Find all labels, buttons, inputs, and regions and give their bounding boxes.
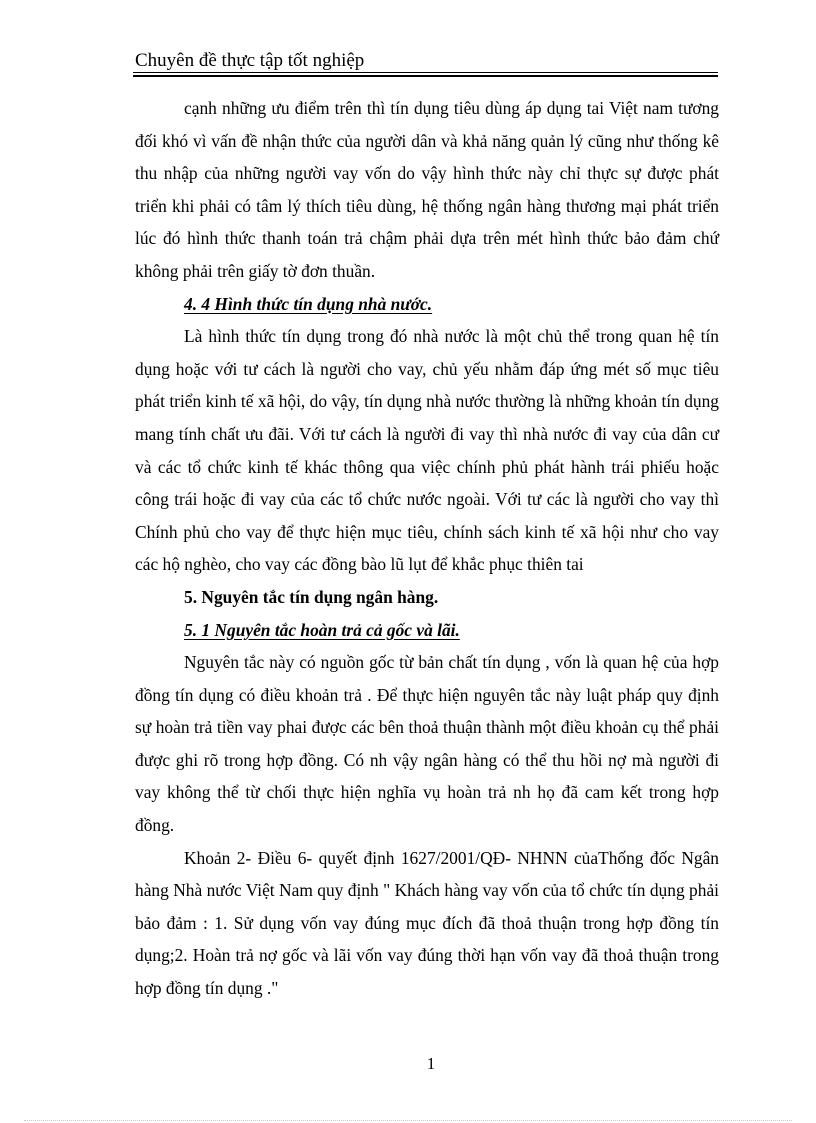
paragraph-state-credit: Là hình thức tín dụng trong đó nhà nước là một chủ thể trong quan hệ tín dụng hoặc với tư cách là người cho vay, chủ yếu nhằm đáp ứng mét số mục tiêu phát triển kinh tế xã hội, do vậy, tín dụng nhà nước thường là những khoản tín dụng mang tính chất ưu đãi. Với tư cách là người đi vay thì nhà nước đi vay của dân cư và các tổ chức kinh tế khác thông qua việc chính phủ phát hành trái phiếu hoặc công trái hoặc đi vay của các tổ chức nước ngoài. Với tư các là người cho vay thì Chính phủ cho vay để thực hiện mục tiêu, chính sách kinh tế xã hội như cho vay các hộ nghèo, cho vay các đồng bào lũ lụt để khắc phục thiên tai <box>135 326 719 575</box>
paragraph-repayment-principle: Nguyên tắc này có nguồn gốc từ bản chất tín dụng , vốn là quan hệ của hợp đồng tín dụng có điều khoản trả . Để thực hiện nguyên tắc này luật pháp quy định sự hoàn trả tiền vay phai được các bên thoả thuận thành một điều khoản cụ thể phải được ghi rõ trong hợp đồng. Có nh vậy ngân hàng có thể thu hồi nợ mà người đi vay không thể từ chối thực hiện nghĩa vụ hoàn trả nh họ đã cam kết trong hợp đồng. <box>135 652 719 836</box>
section-heading-5-1: 5. 1 Nguyên tắc hoàn trả cả gốc và lãi. <box>184 619 460 640</box>
page-number: 1 <box>426 1054 436 1073</box>
document-header-title: Chuyên đề thực tập tốt nghiệp <box>135 50 365 71</box>
header-rule-thin <box>133 72 718 73</box>
document-body <box>135 92 719 1005</box>
header-rule-thick <box>133 75 718 77</box>
paragraph-consumer-credit-continued: cạnh những ưu điểm trên thì tín dụng tiêu dùng áp dụng tai Việt nam tương đối khó vì vấn đề nhận thức của người dân và khả năng quản lý cũng như thống kê thu nhập của những người vay vốn do vậy hình thức này chỉ thực sự được phát triển khi phải có tâm lý thích tiêu dùng, hệ thống ngân hàng thương mại phát triển lúc đó hình thức thanh toán trả chậm phải dựa trên mét hình thức bảo đảm chứ không phải trên giấy tờ đơn thuần. <box>135 98 719 281</box>
page-bottom-border <box>24 1120 792 1121</box>
paragraph-regulation-quote: Khoản 2- Điều 6- quyết định 1627/2001/QĐ- NHNN củaThống đốc Ngân hàng Nhà nước Việt Nam quy định " Khách hàng vay vốn của tổ chức tín dụng phải bảo đảm : 1. Sử dụng vốn vay đúng mục đích đã thoả thuận trong hợp đồng tín dụng;2. Hoàn trả nợ gốc và lãi vốn vay đúng thời hạn vốn vay đã thoả thuận trong hợp đồng tín dụng ." <box>135 847 719 999</box>
section-heading-4-4: 4. 4 Hình thức tín dụng nhà nước. <box>184 293 433 314</box>
section-heading-5: 5. Nguyên tắc tín dụng ngân hàng. <box>184 586 439 607</box>
